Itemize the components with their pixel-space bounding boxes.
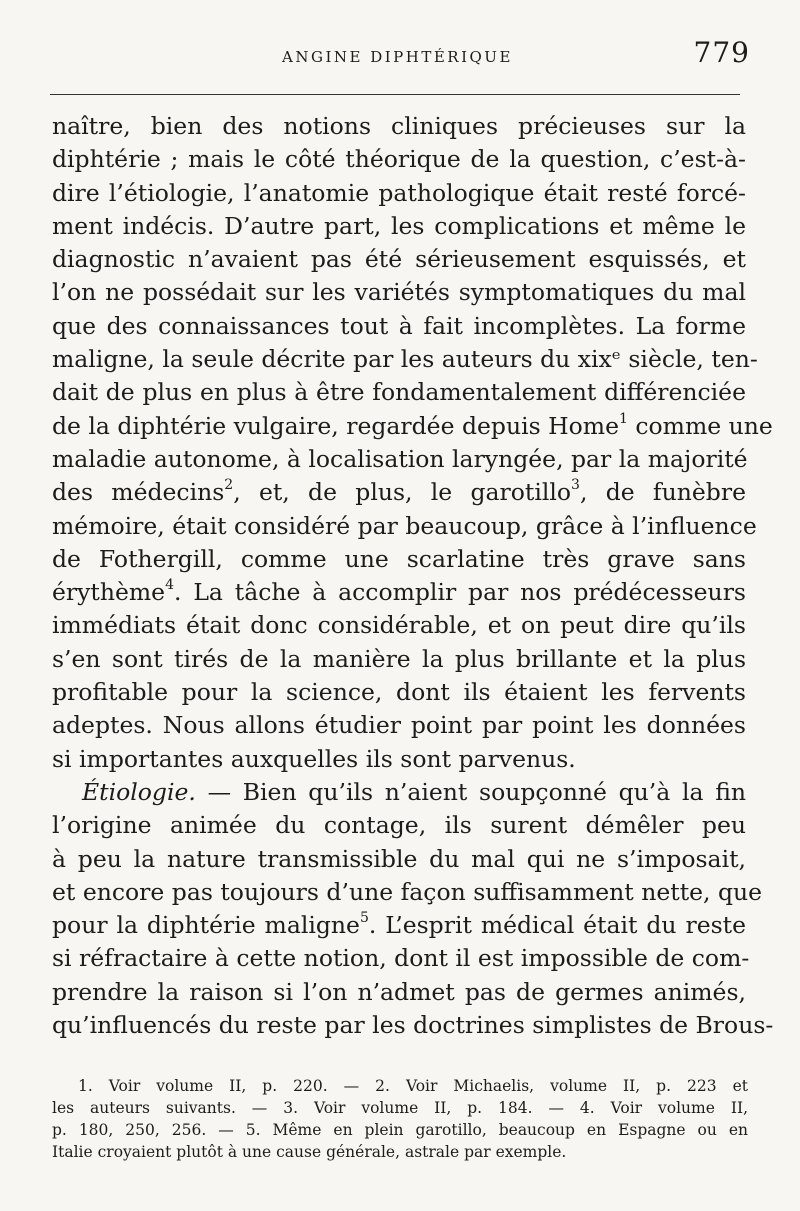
text-line: mémoire, était considéré par beaucoup, grâce à l’influence <box>52 511 757 540</box>
footnotes <box>52 1075 748 1163</box>
text-line: l’on ne possédait sur les variétés symptomatiques du mal <box>52 278 746 307</box>
text-line: naître, bien des notions cliniques précieuses sur la <box>52 112 746 140</box>
text-line: maligne, la seule décrite par les auteurs du xixᵉ siècle, ten- <box>52 345 758 374</box>
text-line: diphtérie ; mais le côté théorique de la question, c’est-à- <box>52 145 746 174</box>
text-fragment: érythème <box>52 578 166 607</box>
body-text <box>52 110 774 1042</box>
text-line <box>52 909 746 942</box>
footnote-ref: 5 <box>359 910 369 927</box>
text-fragment: . L’esprit médical était du reste <box>368 911 747 940</box>
text-fragment: comme une <box>627 411 773 440</box>
text-line: et encore pas toujours d’une façon suffisamment nette, que <box>52 877 763 906</box>
page-number: 779 <box>693 36 750 69</box>
text-line: adeptes. Nous allons étudier point par point les données <box>52 711 746 740</box>
text-fragment: , et, de plus, le garotillo <box>233 478 572 507</box>
text-fragment: — Bien qu’ils n’aient soupçonné qu’à la fin <box>195 777 746 806</box>
text-fragment: pour la diphtérie maligne <box>52 911 360 940</box>
footnote-line: p. 180, 250, 256. — 5. Même en plein garotillo, beaucoup en Espagne ou en <box>52 1121 748 1139</box>
text-line: dait de plus en plus à être fondamentalement différenciée <box>52 378 746 407</box>
text-line: immédiats était donc considérable, et on peut dire qu’ils <box>52 611 746 640</box>
footnote-ref: 2 <box>224 477 234 494</box>
text-line: si réfractaire à cette notion, dont il est impossible de com- <box>52 944 750 973</box>
text-line: de Fothergill, comme une scarlatine très grave sans <box>52 544 746 573</box>
footnote-line: 1. Voir volume II, p. 220. — 2. Voir Michaelis, volume II, p. 223 et <box>78 1077 748 1095</box>
text-line: profitable pour la science, dont ils étaient les fervents <box>52 678 746 707</box>
text-fragment: des médecins <box>52 478 225 507</box>
text-line <box>52 776 746 809</box>
text-line: s’en sont tirés de la manière la plus brillante et la plus <box>52 644 746 673</box>
footnote-line: les auteurs suivants. — 3. Voir volume II, p. 184. — 4. Voir volume II, <box>52 1099 748 1117</box>
text-line: prendre la raison si l’on n’admet pas de germes animés, <box>52 977 746 1006</box>
text-line: ment indécis. D’autre part, les complications et même le <box>52 211 746 240</box>
text-line: si importantes auxquelles ils sont parvenus. <box>52 744 576 773</box>
section-heading: Étiologie. <box>82 777 196 806</box>
text-line <box>52 410 773 443</box>
page-header <box>0 28 800 78</box>
footnote-ref: 1 <box>618 410 628 427</box>
text-line: diagnostic n’avaient pas été sérieusement esquissés, et <box>52 245 746 274</box>
text-line: maladie autonome, à localisation laryngée, par la majorité <box>52 444 748 473</box>
running-head: ANGINE DIPHTÉRIQUE <box>282 48 513 66</box>
footnote-ref: 4 <box>165 577 175 594</box>
text-line <box>52 476 746 509</box>
text-fragment: , de funèbre <box>579 478 746 507</box>
header-rule <box>50 94 740 95</box>
text-line: dire l’étiologie, l’anatomie pathologique était resté forcé- <box>52 178 746 207</box>
footnote-ref: 3 <box>571 477 580 494</box>
text-line: à peu la nature transmissible du mal qui ne s’imposait, <box>52 844 746 873</box>
footnote-line: Italie croyaient plutôt à une cause générale, astrale par exemple. <box>52 1143 567 1161</box>
text-line: qu’influencés du reste par les doctrines simplistes de Brous- <box>52 1011 774 1040</box>
text-line: l’origine animée du contage, ils surent démêler peu <box>52 811 746 840</box>
text-fragment: de la diphtérie vulgaire, regardée depuis Home <box>52 411 619 440</box>
text-fragment: . La tâche à accomplir par nos prédécesseurs <box>174 578 746 607</box>
text-line <box>52 576 746 609</box>
text-line: que des connaissances tout à fait incomplètes. La forme <box>52 311 746 340</box>
